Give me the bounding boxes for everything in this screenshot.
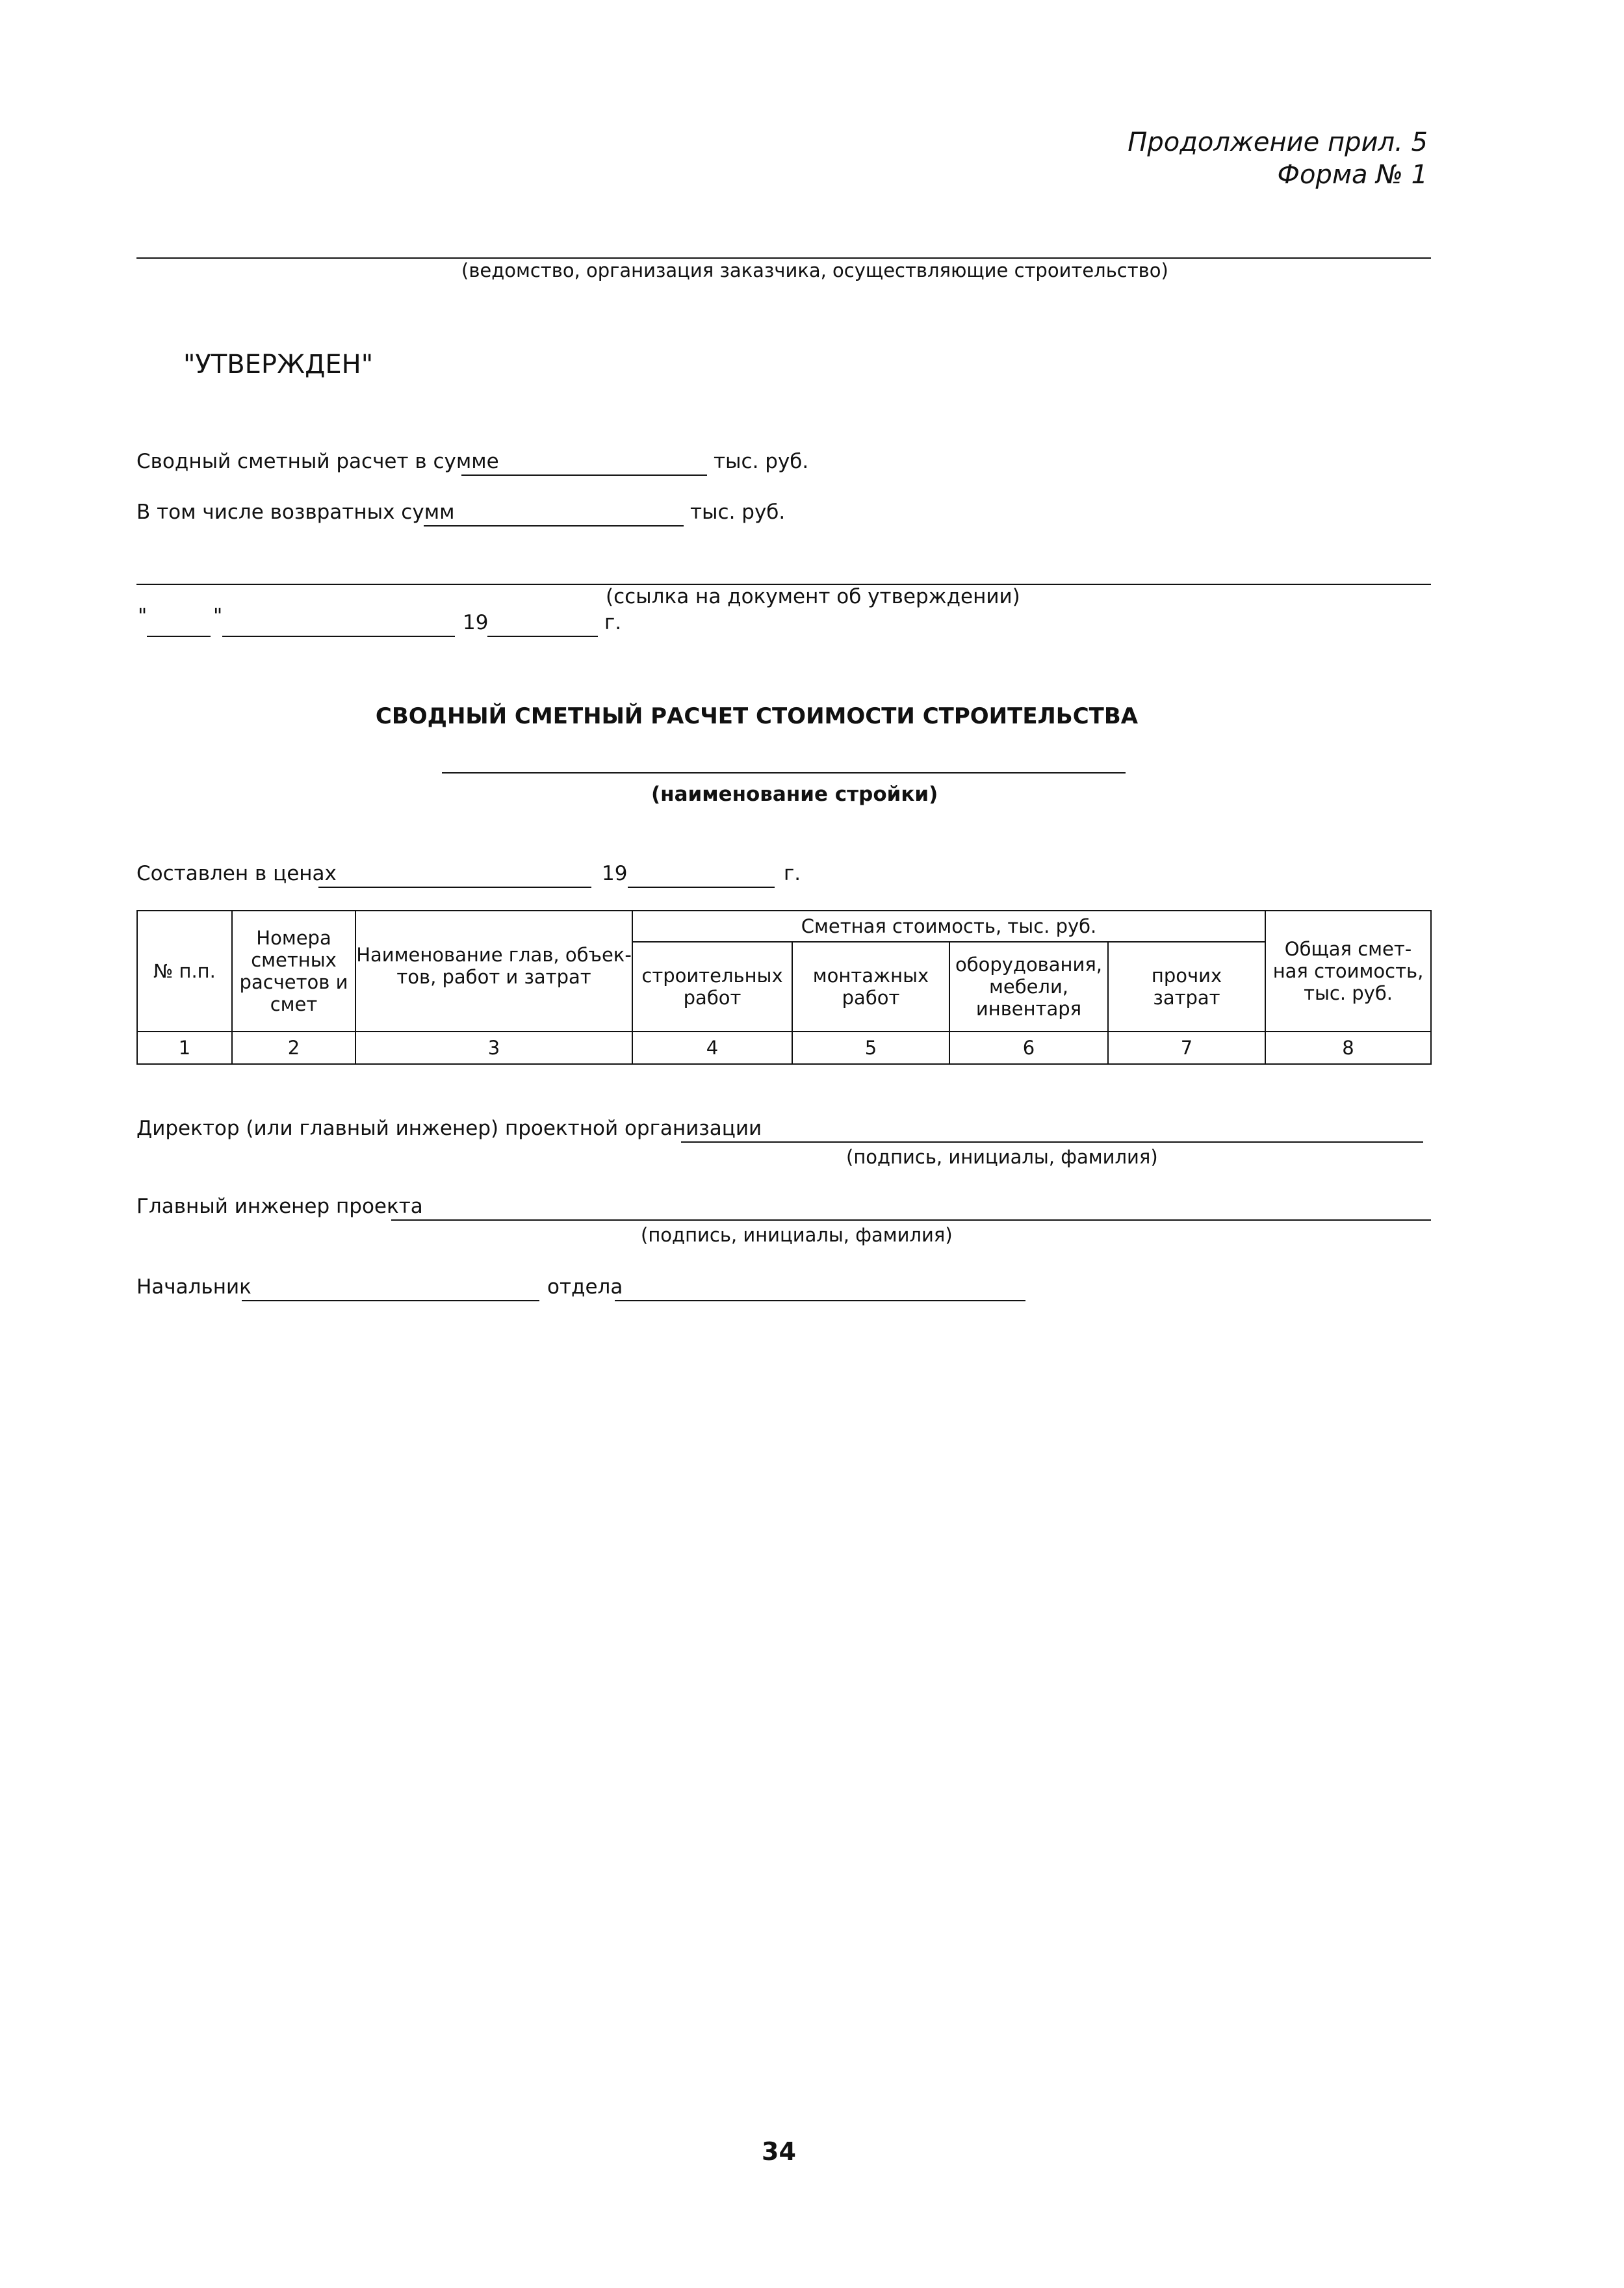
header-col-total <box>1265 910 1432 1032</box>
header-col-other <box>1107 941 1266 1032</box>
header-col-equipment-line1: оборудования, <box>955 954 1103 976</box>
header-col-name-line1: Наименование глав, объек- <box>356 944 632 966</box>
header-continuation: Продолжение прил. 5 <box>1128 127 1428 157</box>
number-cell-1 <box>136 1031 233 1065</box>
date-quote-close: " <box>213 604 223 628</box>
header-col-equipment <box>949 941 1109 1032</box>
return-unit: тыс. руб. <box>690 500 786 524</box>
sum-label: Сводный сметный расчет в сумме <box>136 450 499 473</box>
header-col-construction <box>632 941 793 1032</box>
estimate-table <box>136 910 1432 1065</box>
number-cell-1-label: 1 <box>178 1037 191 1059</box>
number-cell-5-label: 5 <box>864 1037 877 1059</box>
return-field[interactable] <box>424 525 684 526</box>
date-month-field[interactable] <box>222 636 455 637</box>
prices-field[interactable] <box>318 887 591 888</box>
date-day-field[interactable] <box>147 636 211 637</box>
header-col-estimates-line4: смет <box>270 993 318 1015</box>
page-number: 34 <box>762 2137 796 2166</box>
header-col-construction-line1: строительных <box>641 965 783 987</box>
number-cell-8 <box>1265 1031 1432 1065</box>
number-cell-3-label: 3 <box>487 1037 500 1059</box>
header-group-cost <box>632 910 1266 942</box>
prices-year-suffix: г. <box>784 862 801 885</box>
approved-label: "УТВЕРЖДЕН" <box>183 350 374 380</box>
header-col-total-line1: Общая смет- <box>1284 938 1412 960</box>
header-col-total-line3: тыс. руб. <box>1304 982 1393 1004</box>
director-caption: (подпись, инициалы, фамилия) <box>846 1146 1158 1168</box>
department-label: отдела <box>547 1275 623 1299</box>
number-cell-5 <box>792 1031 950 1065</box>
header-col-name <box>355 910 633 1032</box>
head-signature-field[interactable] <box>242 1300 539 1301</box>
header-col-estimates-line3: расчетов и <box>239 971 348 993</box>
header-col-other-line1: прочих <box>1151 965 1222 987</box>
sum-field[interactable] <box>461 474 707 476</box>
number-cell-4 <box>632 1031 793 1065</box>
return-label: В том числе возвратных сумм <box>136 500 455 524</box>
date-quote-open: " <box>138 604 148 628</box>
director-label: Директор (или главный инженер) проектной организации <box>136 1117 762 1140</box>
header-col-installation-line1: монтажных <box>812 965 929 987</box>
prices-year-field[interactable] <box>628 887 775 888</box>
construction-caption: (наименование стройки) <box>651 783 938 806</box>
header-col-construction-line2: работ <box>683 987 741 1009</box>
approval-doc-caption: (ссылка на документ об утверждении) <box>606 585 1020 608</box>
header-col-estimates-line1: Номера <box>256 927 331 949</box>
header-col-total-line2: ная стоимость, <box>1272 960 1424 982</box>
head-label: Начальник <box>136 1275 251 1299</box>
number-cell-7 <box>1107 1031 1266 1065</box>
date-year-field[interactable] <box>487 636 598 637</box>
number-cell-8-label: 8 <box>1342 1037 1354 1059</box>
date-year-suffix: г. <box>604 611 622 634</box>
header-col-equipment-line2: мебели, <box>988 976 1069 998</box>
date-year-prefix: 19 <box>463 611 489 634</box>
number-cell-4-label: 4 <box>706 1037 719 1059</box>
director-signature-field[interactable] <box>681 1141 1423 1143</box>
number-cell-7-label: 7 <box>1180 1037 1193 1059</box>
header-col-estimates <box>231 910 356 1032</box>
department-field[interactable] <box>615 1300 1025 1301</box>
header-col-equipment-line3: инвентаря <box>975 998 1082 1020</box>
organization-caption: (ведомство, организация заказчика, осуществляющие строительство) <box>461 259 1168 281</box>
construction-name-field[interactable] <box>442 772 1126 774</box>
number-cell-6-label: 6 <box>1022 1037 1035 1059</box>
header-col-installation-line2: работ <box>842 987 900 1009</box>
prices-label: Составлен в ценах <box>136 862 337 885</box>
number-cell-2 <box>231 1031 356 1065</box>
number-cell-2-label: 2 <box>287 1037 300 1059</box>
number-cell-3 <box>355 1031 633 1065</box>
prices-year-prefix: 19 <box>602 862 628 885</box>
chief-engineer-signature-field[interactable] <box>391 1219 1431 1221</box>
header-form-number: Форма № 1 <box>1277 160 1428 190</box>
sum-unit: тыс. руб. <box>714 450 809 473</box>
header-col-estimates-line2: сметных <box>251 949 337 971</box>
chief-engineer-label: Главный инженер проекта <box>136 1195 423 1218</box>
header-group-cost-label: Сметная стоимость, тыс. руб. <box>801 915 1097 937</box>
header-col-num-label: № п.п. <box>153 960 216 982</box>
chief-engineer-caption: (подпись, инициалы, фамилия) <box>641 1224 953 1246</box>
number-cell-6 <box>949 1031 1109 1065</box>
header-col-num <box>136 910 233 1032</box>
header-col-other-line2: затрат <box>1153 987 1220 1009</box>
header-col-name-line2: тов, работ и затрат <box>396 966 591 988</box>
main-title: СВОДНЫЙ СМЕТНЫЙ РАСЧЕТ СТОИМОСТИ СТРОИТЕЛЬСТВА <box>375 703 1139 729</box>
header-col-installation <box>792 941 950 1032</box>
